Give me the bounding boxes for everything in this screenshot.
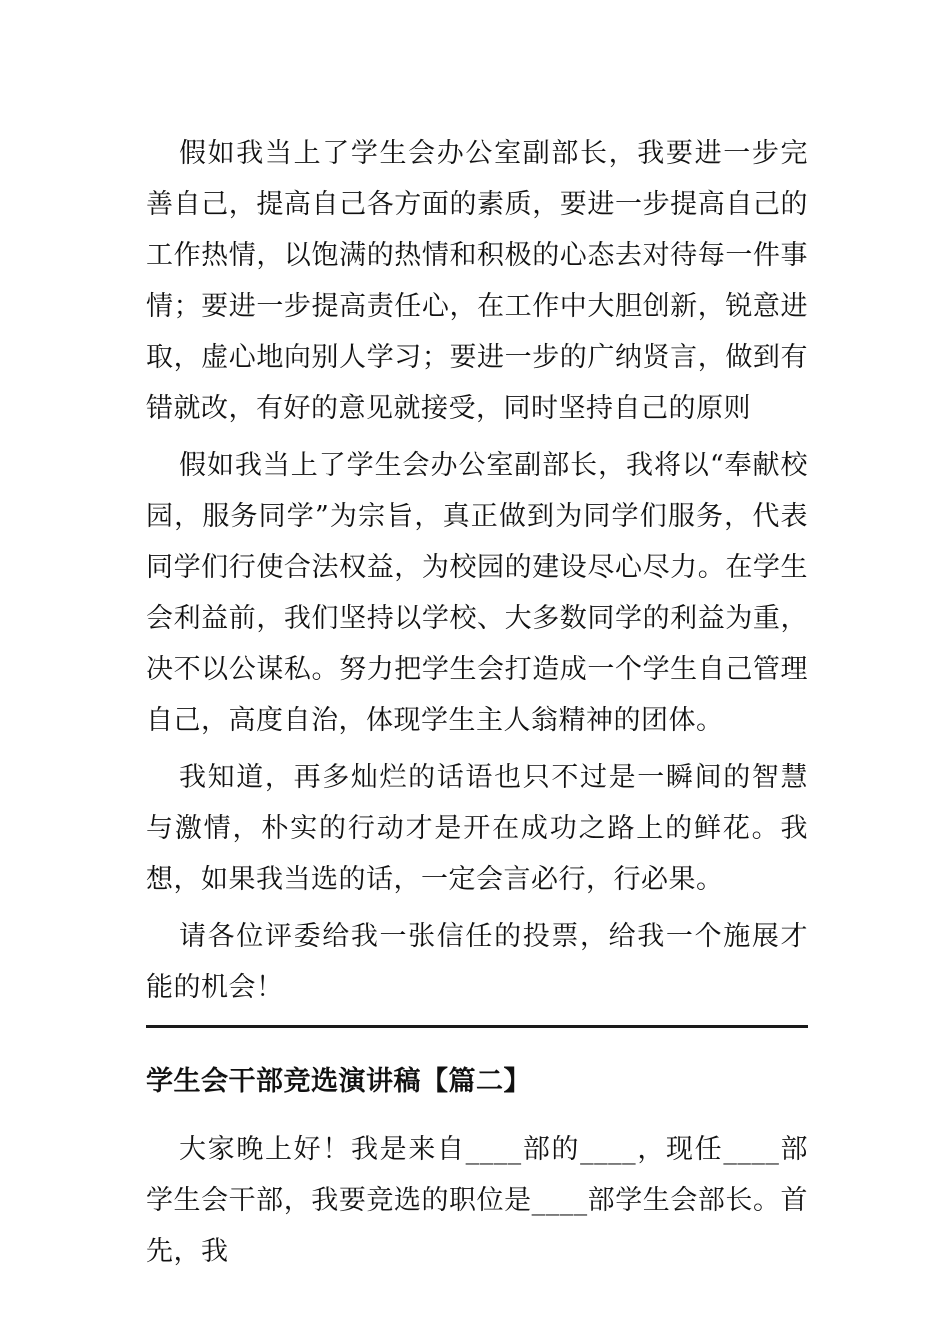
section-heading: 学生会干部竞选演讲稿【篇二】 [146, 1066, 531, 1097]
paragraph-vice-minister-service: 假如我当上了学生会办公室副部长，我将以“奉献校园，服务同学”为宗旨，真正做到为同学们服务，代表同学们行使合法权益，为校园的建设尽心尽力。在学生会利益前，我们坚持以学校、大多数同学的利益为重，决不以公谋私。努力把学生会打造成一个学生自己管理自己，高度自治，体现学生主人翁精神的团体。 [146, 450, 808, 736]
paragraph-vice-minister-improvement: 假如我当上了学生会办公室副部长，我要进一步完善自己，提高自己各方面的素质，要进一步提高自己的工作热情，以饱满的热情和积极的心态去对待每一件事情；要进一步提高责任心，在工作中大胆创新，锐意进取，虚心地向别人学习；要进一步的广纳贤言，做到有错就改，有好的意见就接受，同时坚持自己的原则 [146, 138, 808, 424]
paragraph-action-over-words: 我知道，再多灿烂的话语也只不过是一瞬间的智慧与激情，朴实的行动才是开在成功之路上的鲜花。我想，如果我当选的话，一定会言必行，行必果。 [146, 762, 808, 895]
paragraph-vote-request: 请各位评委给我一张信任的投票，给我一个施展才能的机会！ [146, 921, 808, 1003]
section-divider [146, 1025, 808, 1028]
paragraph-speech-opening: 大家晚上好！我是来自____部的____，现任____部学生会干部，我要竞选的职位是____部学生会部长。首先，我 [146, 1134, 808, 1267]
document-body [146, 128, 808, 1277]
